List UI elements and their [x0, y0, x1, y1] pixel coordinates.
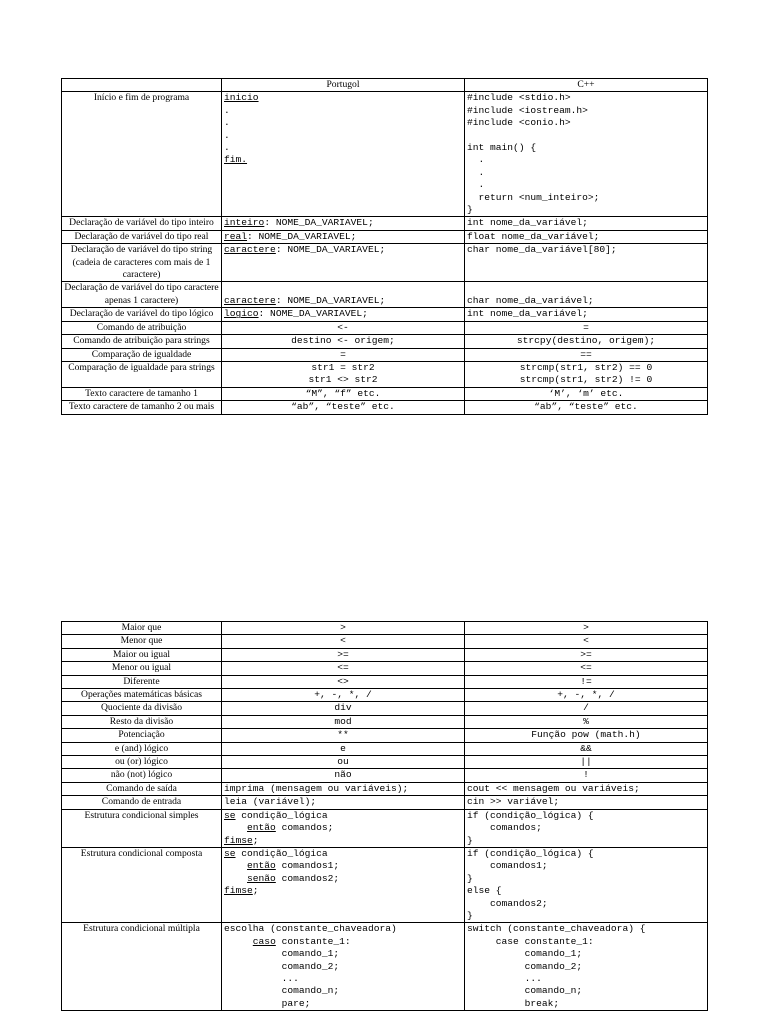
row-label: Resto da divisão — [62, 715, 222, 728]
portugol-cell — [222, 244, 465, 282]
portugol-line — [224, 796, 462, 808]
cpp-line: = — [583, 321, 589, 333]
code-text: mod — [334, 715, 352, 727]
table-row-comparacao-de-igualdade — [62, 348, 708, 361]
table-row-quociente-da-divisao — [62, 702, 708, 715]
row-label: Menor ou igual — [62, 662, 222, 675]
code-text: destino <- origem; — [291, 335, 395, 347]
header-empty — [62, 79, 222, 92]
code-text: >= — [337, 648, 349, 660]
cpp-line: #include <conio.h> — [467, 117, 571, 129]
cpp-line: float nome_da_variável; — [467, 230, 600, 242]
portugol-cell — [222, 335, 465, 348]
code-keyword: fim. — [224, 154, 248, 166]
row-label: Operações matemáticas básicas — [62, 689, 222, 702]
code-keyword: inicio — [224, 92, 259, 104]
row-label: Declaração de variável do tipo real — [62, 230, 222, 243]
table-row-menor-ou-igual — [62, 662, 708, 675]
portugol-line — [224, 374, 462, 386]
row-label: Comparação de igualdade para strings — [62, 361, 222, 387]
row-label: não (not) lógico — [62, 769, 222, 782]
table-row-declaracao-de-variavel-do-tipo-string-ca — [62, 244, 708, 282]
portugol-cell — [222, 217, 465, 230]
cpp-cell — [465, 282, 708, 308]
code-text: “M”, “f” etc. — [305, 387, 381, 399]
row-label: Maior ou igual — [62, 648, 222, 661]
table-row-comando-de-entrada — [62, 796, 708, 809]
cpp-cell — [465, 648, 708, 661]
cpp-line: int nome_da_variável; — [467, 217, 588, 229]
portugol-line — [224, 822, 462, 834]
code-text: e — [340, 742, 346, 754]
code-text: comando_n; — [224, 985, 340, 997]
portugol-line — [224, 756, 462, 768]
portugol-line — [224, 923, 462, 935]
cpp-line: cin >> variável; — [467, 796, 560, 808]
portugol-line — [224, 622, 462, 634]
code-text: condição_lógica — [235, 809, 328, 821]
cpp-line: } — [467, 872, 473, 884]
cpp-line: } — [467, 204, 473, 216]
portugol-line — [224, 142, 462, 154]
code-text: “ab”, “teste” etc. — [291, 401, 395, 413]
code-keyword: leia — [224, 796, 248, 808]
portugol-cell — [222, 702, 465, 715]
cpp-line: <= — [580, 662, 592, 674]
portugol-cell — [222, 782, 465, 795]
row-label: Menor que — [62, 635, 222, 648]
cpp-line: != — [580, 675, 592, 687]
cpp-cell — [465, 675, 708, 688]
cpp-line: == — [580, 348, 592, 360]
cpp-line: if (condição_lógica) { — [467, 847, 594, 859]
row-label: Início e fim de programa — [62, 92, 222, 217]
cpp-line: comando_n; — [467, 985, 583, 997]
portugol-cell — [222, 635, 465, 648]
row-label: Comando de atribuição para strings — [62, 335, 222, 348]
code-text: <> — [337, 675, 349, 687]
portugol-line — [224, 885, 462, 897]
cpp-line: “ab”, “teste” etc. — [534, 401, 638, 413]
code-text: : NOME_DA_VARIAVEL; — [264, 217, 374, 229]
cpp-line: ! — [583, 769, 589, 781]
portugol-cell — [222, 756, 465, 769]
table-row-potenciacao — [62, 729, 708, 742]
portugol-line — [224, 729, 462, 741]
row-label: Estrutura condicional composta — [62, 847, 222, 922]
portugol-line — [224, 961, 462, 973]
cpp-line: int main() { — [467, 142, 537, 154]
cpp-line: comando_2; — [467, 960, 583, 972]
cpp-line: ... — [467, 972, 542, 984]
cpp-cell — [465, 769, 708, 782]
code-keyword: se — [224, 809, 236, 821]
code-text: : NOME_DA_VARIAVEL; — [258, 308, 368, 320]
cpp-line: / — [583, 702, 589, 714]
row-label: Estrutura condicional simples — [62, 809, 222, 847]
table-row-maior-que — [62, 622, 708, 635]
cpp-line: strcmp(str1, str2) != 0 — [519, 374, 653, 386]
row-label: Quociente da divisão — [62, 702, 222, 715]
cpp-cell — [465, 230, 708, 243]
code-text: str1 = str2 — [311, 361, 375, 373]
portugol-line — [224, 130, 462, 142]
cpp-line: int nome_da_variável; — [467, 308, 588, 320]
portugol-line — [224, 783, 462, 795]
row-label: Declaração de variável do tipo string (cadeia de caracteres com mais de 1 caractere) — [62, 244, 222, 282]
portugol-line — [224, 985, 462, 997]
cpp-cell — [465, 847, 708, 922]
table-row-e-and-logico — [62, 742, 708, 755]
cpp-cell — [465, 622, 708, 635]
portugol-line — [224, 716, 462, 728]
code-keyword: inteiro — [224, 217, 265, 229]
cpp-line: comandos1; — [467, 860, 548, 872]
table-row-declaracao-de-variavel-do-tipo-real — [62, 230, 708, 243]
code-text: . — [224, 104, 230, 116]
portugol-line — [224, 105, 462, 117]
table-row-comparacao-de-igualdade-para-strings — [62, 361, 708, 387]
cpp-cell — [465, 756, 708, 769]
portugol-cell — [222, 401, 465, 414]
code-text: . — [224, 129, 230, 141]
cpp-line: >= — [580, 648, 592, 660]
portugol-cell — [222, 809, 465, 847]
portugol-line — [224, 702, 462, 714]
cpp-cell — [465, 308, 708, 321]
cpp-line: char nome_da_variável[80]; — [467, 244, 617, 256]
cpp-line: +, -, *, / — [557, 689, 615, 701]
portugol-cell — [222, 847, 465, 922]
portugol-cell — [222, 282, 465, 308]
cpp-line: strcpy(destino, origem); — [516, 335, 656, 347]
portugol-cell — [222, 675, 465, 688]
cpp-line: . — [467, 166, 485, 178]
portugol-cell — [222, 742, 465, 755]
portugol-line — [224, 769, 462, 781]
cpp-line: comandos2; — [467, 897, 548, 909]
code-text: < — [340, 635, 346, 647]
code-keyword: então — [247, 860, 276, 872]
portugol-cell — [222, 321, 465, 334]
row-label: ou (or) lógico — [62, 756, 222, 769]
code-keyword: caractere — [224, 294, 276, 306]
code-keyword: real — [224, 230, 248, 242]
code-text: : NOME_DA_VARIAVEL; — [247, 230, 357, 242]
cpp-cell — [465, 92, 708, 217]
code-text: > — [340, 622, 346, 633]
cpp-line: . — [467, 154, 485, 166]
portugol-line — [224, 335, 462, 347]
code-keyword: fimse — [224, 834, 253, 846]
portugol-cell — [222, 308, 465, 321]
table-row-nao-not-logico — [62, 769, 708, 782]
portugol-cell — [222, 648, 465, 661]
cpp-cell — [465, 796, 708, 809]
code-text — [224, 936, 253, 947]
cpp-cell — [465, 742, 708, 755]
cpp-cell — [465, 321, 708, 334]
code-text: (constante_chaveadora) — [264, 923, 397, 935]
cpp-line: comando_1; — [467, 948, 583, 960]
row-label: Estrutura condicional múltipla — [62, 923, 222, 1011]
cpp-line: #include <stdio.h> — [467, 92, 571, 104]
code-text: str1 <> str2 — [308, 374, 378, 386]
row-label: Declaração de variável do tipo inteiro — [62, 217, 222, 230]
comparison-table-1 — [61, 78, 708, 415]
cpp-line: } — [467, 909, 473, 921]
portugol-cell — [222, 361, 465, 387]
portugol-line — [224, 635, 462, 647]
code-text: comandos2; — [275, 872, 340, 884]
table-row-texto-caractere-de-tamanho-1 — [62, 387, 708, 400]
code-keyword: se — [224, 847, 236, 859]
code-text — [224, 860, 247, 871]
code-text — [224, 873, 247, 884]
cpp-line: strcmp(str1, str2) == 0 — [519, 361, 653, 373]
cpp-cell — [465, 635, 708, 648]
code-text: ; — [252, 834, 259, 846]
table-row-comando-de-atribuicao — [62, 321, 708, 334]
portugol-cell — [222, 796, 465, 809]
row-label: Potenciação — [62, 729, 222, 742]
cpp-line: < — [583, 635, 589, 647]
code-text: (mensagem ou variáveis); — [264, 782, 409, 794]
portugol-line — [224, 662, 462, 674]
table-row-estrutura-condicional-composta — [62, 847, 708, 922]
row-label: Texto caractere de tamanho 1 — [62, 387, 222, 400]
portugol-line — [224, 217, 462, 229]
row-label: e (and) lógico — [62, 742, 222, 755]
portugol-line — [224, 231, 462, 243]
row-label: Comando de atribuição — [62, 321, 222, 334]
code-text: pare; — [224, 997, 311, 1009]
cpp-line: #include <iostream.h> — [467, 104, 588, 116]
comparison-table-2 — [61, 621, 708, 1011]
cpp-line: break; — [467, 997, 560, 1009]
code-text: ** — [337, 729, 349, 741]
table-row-inicio-e-fim-de-programa — [62, 92, 708, 217]
cpp-line: cout << mensagem ou variáveis; — [467, 782, 640, 794]
table-row-declaracao-de-variavel-do-tipo-inteiro — [62, 217, 708, 230]
code-text: comandos; — [275, 822, 334, 834]
row-label: Comando de saída — [62, 782, 222, 795]
code-keyword: escolha — [224, 923, 265, 935]
code-text: comandos1; — [275, 860, 340, 872]
portugol-line — [224, 676, 462, 688]
code-text: comando_2; — [224, 960, 340, 972]
cpp-cell — [465, 923, 708, 1011]
cpp-cell — [465, 348, 708, 361]
portugol-line — [224, 349, 462, 361]
portugol-line — [224, 244, 462, 256]
cpp-line: case constante_1: — [467, 935, 594, 947]
header-portugol: Portugol — [222, 79, 465, 92]
table-row-ou-or-logico — [62, 756, 708, 769]
code-text: ; — [252, 885, 259, 897]
cpp-cell — [465, 361, 708, 387]
code-keyword: caractere — [224, 244, 276, 256]
row-label: Declaração de variável do tipo lógico — [62, 308, 222, 321]
code-text: (variável); — [247, 796, 317, 808]
code-keyword: logico — [224, 308, 259, 320]
portugol-line — [224, 848, 462, 860]
table-row-diferente — [62, 675, 708, 688]
cpp-cell — [465, 689, 708, 702]
table-row-comando-de-saida — [62, 782, 708, 795]
row-label: Texto caractere de tamanho 2 ou mais — [62, 401, 222, 414]
cpp-line — [467, 130, 705, 142]
portugol-line — [224, 92, 462, 104]
code-keyword: fimse — [224, 885, 253, 897]
row-label: Comando de entrada — [62, 796, 222, 809]
portugol-line — [224, 936, 462, 948]
table-row-comando-de-atribuicao-para-strings — [62, 335, 708, 348]
table-row-declaracao-de-variavel-do-tipo-logico — [62, 308, 708, 321]
portugol-line — [224, 401, 462, 413]
code-text: constante_1: — [275, 935, 351, 947]
portugol-line — [224, 835, 462, 847]
table-row-estrutura-condicional-simples — [62, 809, 708, 847]
portugol-line — [224, 860, 462, 872]
code-text: condição_lógica — [235, 847, 328, 859]
portugol-line — [224, 649, 462, 661]
cpp-line: if (condição_lógica) { — [467, 809, 594, 821]
cpp-line: . — [467, 179, 485, 191]
code-keyword: então — [247, 822, 276, 834]
portugol-line — [224, 973, 462, 985]
header-cpp: C++ — [465, 79, 708, 92]
cpp-cell — [465, 217, 708, 230]
portugol-line — [224, 322, 462, 334]
code-text: div — [334, 702, 352, 714]
cpp-line: char nome_da_variável; — [467, 294, 594, 306]
cpp-cell — [465, 782, 708, 795]
code-text: . — [224, 142, 230, 154]
row-label: Maior que — [62, 622, 222, 635]
portugol-cell — [222, 348, 465, 361]
portugol-line — [224, 689, 462, 701]
portugol-line — [224, 362, 462, 374]
portugol-line — [224, 743, 462, 755]
portugol-cell — [222, 662, 465, 675]
code-keyword: imprima — [224, 782, 265, 794]
portugol-line — [224, 998, 462, 1010]
cpp-line: else { — [467, 885, 502, 897]
cpp-cell — [465, 715, 708, 728]
portugol-cell — [222, 715, 465, 728]
cpp-line — [467, 282, 705, 294]
code-text: : NOME_DA_VARIAVEL; — [275, 244, 386, 256]
cpp-cell — [465, 662, 708, 675]
cpp-cell — [465, 401, 708, 414]
cpp-line: && — [580, 742, 592, 754]
code-text: : NOME_DA_VARIAVEL; — [275, 294, 386, 306]
portugol-line — [224, 117, 462, 129]
code-text: comando_1; — [224, 948, 340, 960]
table-row-resto-da-divisao — [62, 715, 708, 728]
code-text: <- — [337, 321, 349, 333]
row-label: Comparação de igualdade — [62, 348, 222, 361]
portugol-line — [224, 295, 462, 307]
code-keyword: caso — [252, 935, 276, 947]
cpp-line: switch (constante_chaveadora) { — [467, 923, 646, 935]
portugol-cell — [222, 230, 465, 243]
table-row-declaracao-de-variavel-do-tipo-caractere — [62, 282, 708, 308]
table-row-operacoes-matematicas-basicas — [62, 689, 708, 702]
portugol-line — [224, 873, 462, 885]
table-row-estrutura-condicional-multipla — [62, 923, 708, 1011]
cpp-cell — [465, 244, 708, 282]
portugol-cell — [222, 689, 465, 702]
portugol-line — [224, 948, 462, 960]
portugol-cell — [222, 92, 465, 217]
table-header-row — [62, 79, 708, 92]
code-keyword: senão — [247, 872, 276, 884]
code-text — [224, 822, 247, 833]
portugol-cell — [222, 622, 465, 635]
table-row-menor-que — [62, 635, 708, 648]
cpp-line: } — [467, 834, 473, 846]
code-text: ... — [224, 972, 299, 984]
cpp-cell — [465, 387, 708, 400]
table-row-maior-ou-igual — [62, 648, 708, 661]
cpp-cell — [465, 702, 708, 715]
portugol-cell — [222, 769, 465, 782]
portugol-line — [224, 154, 462, 166]
portugol-line — [224, 388, 462, 400]
code-text: não — [334, 769, 352, 781]
portugol-line — [224, 810, 462, 822]
cpp-line: ‘M’, ‘m’ etc. — [548, 387, 624, 399]
cpp-cell — [465, 335, 708, 348]
cpp-line: return <num_inteiro>; — [467, 191, 600, 203]
code-text: <= — [337, 662, 349, 674]
code-text: +, -, *, / — [314, 689, 372, 701]
cpp-line: > — [583, 622, 589, 633]
row-label: Declaração de variável do tipo caractere apenas 1 caractere) — [62, 282, 222, 308]
code-text: ou — [337, 756, 349, 768]
table-row-texto-caractere-de-tamanho-2-ou-mais — [62, 401, 708, 414]
portugol-line — [224, 282, 462, 294]
code-text: = — [340, 348, 346, 360]
cpp-cell — [465, 809, 708, 847]
portugol-cell — [222, 387, 465, 400]
cpp-line: || — [580, 756, 592, 768]
portugol-line — [224, 308, 462, 320]
portugol-cell — [222, 923, 465, 1011]
portugol-cell — [222, 729, 465, 742]
cpp-line: comandos; — [467, 822, 542, 834]
cpp-cell — [465, 729, 708, 742]
cpp-line: Função pow (math.h) — [531, 729, 641, 741]
code-text: . — [224, 117, 230, 129]
row-label: Diferente — [62, 675, 222, 688]
cpp-line: % — [583, 715, 589, 727]
